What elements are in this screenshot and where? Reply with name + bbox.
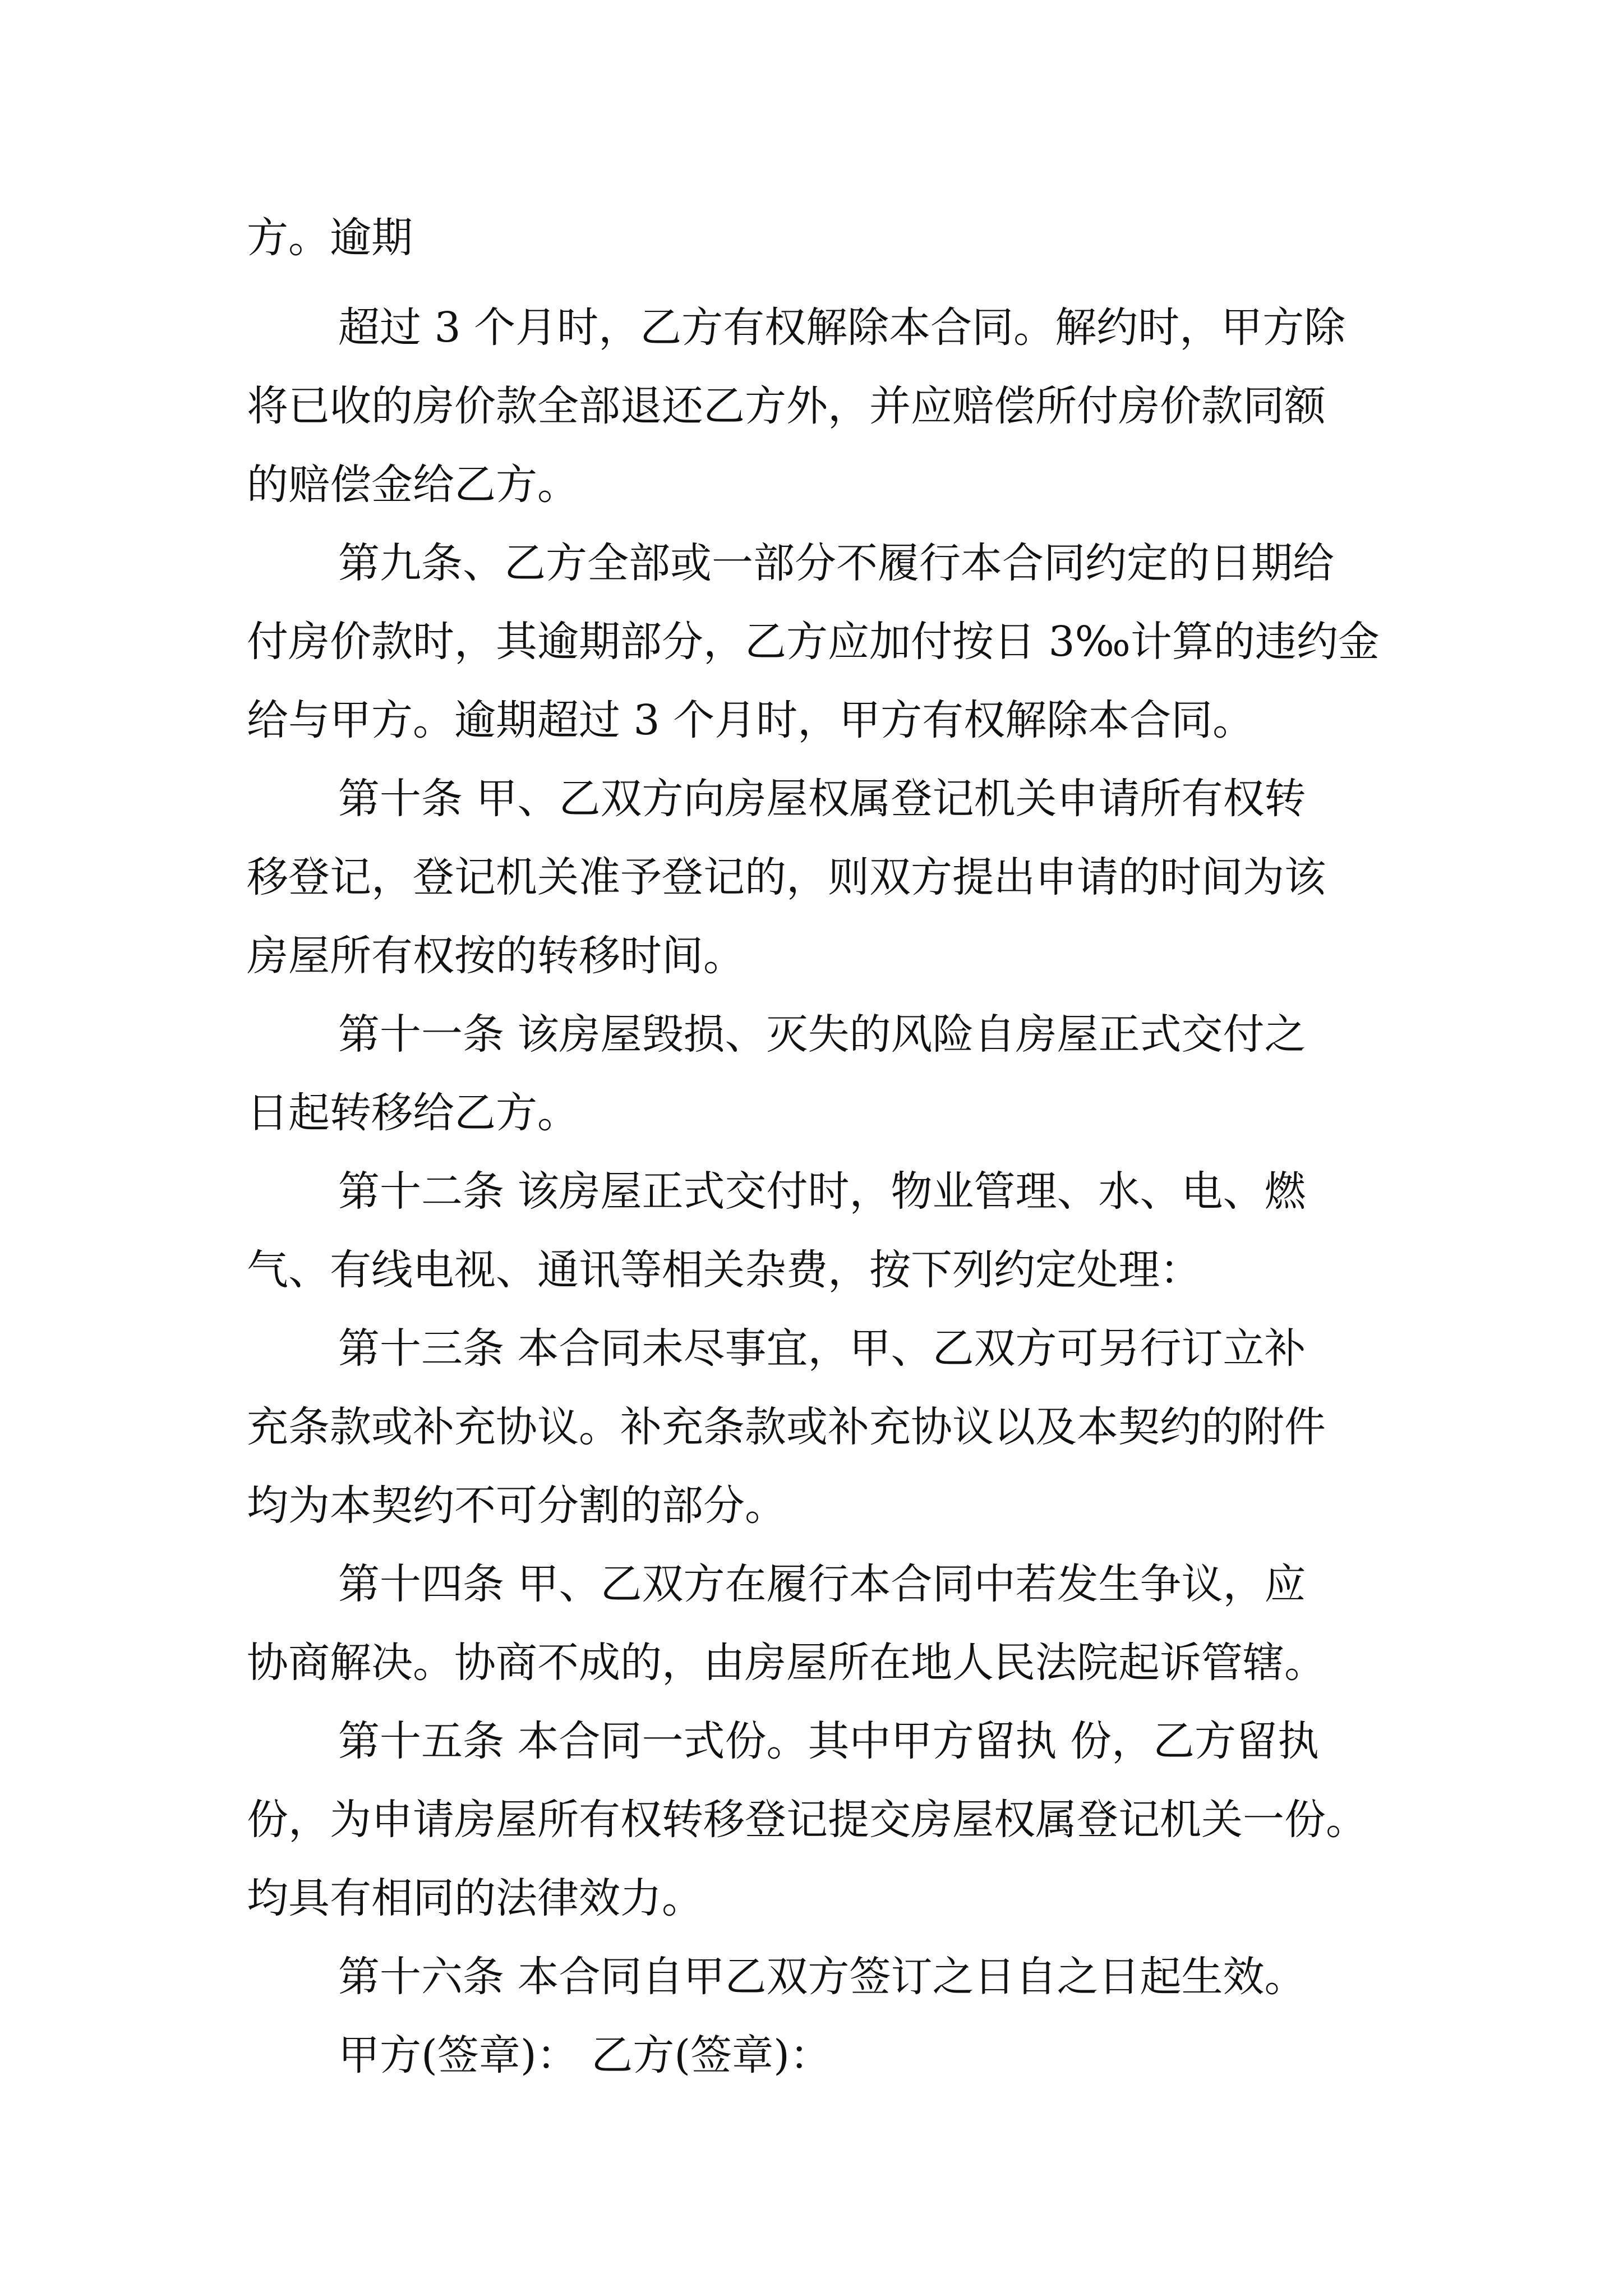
text-line-20: 第十五条 本合同一式份。其中甲方留执 份，乙方留执: [338, 1717, 1320, 1765]
text-line-7: 给与甲方。逾期超过 3 个月时，甲方有权解除本合同。: [247, 696, 1255, 744]
text-line-14: 气、有线电视、通讯等相关杂费，按下列约定处理：: [247, 1246, 1201, 1294]
text-line-10: 房屋所有权按的转移时间。: [247, 932, 745, 980]
text-line-22: 均具有相同的法律效力。: [247, 1874, 703, 1922]
text-line-6: 付房价款时，其逾期部分，乙方应加付按日 3‰计算的违约金: [247, 618, 1380, 666]
text-line-4: 的赔偿金给乙方。: [247, 461, 579, 509]
text-line-17: 均为本契约不可分割的部分。: [247, 1481, 786, 1530]
text-line-11: 第十一条 该房屋毁损、灭失的风险自房屋正式交付之: [338, 1010, 1306, 1059]
text-line-8: 第十条 甲、乙双方向房屋权属登记机关申请所有权转: [338, 775, 1306, 823]
text-line-9: 移登记，登记机关准予登记的，则双方提出申请的时间为该: [247, 853, 1326, 901]
text-line-3: 将已收的房价款全部退还乙方外，并应赔偿所付房价款同额: [247, 382, 1326, 430]
text-line-16: 充条款或补充协议。补充条款或补充协议以及本契约的附件: [247, 1403, 1326, 1451]
text-line-15: 第十三条 本合同未尽事宜，甲、乙双方可另行订立补: [338, 1324, 1306, 1373]
signature-line: 甲方(签章)： 乙方(签章)：: [338, 2031, 832, 2079]
text-line-1: 方。逾期: [247, 214, 413, 262]
text-line-21: 份，为申请房屋所有权转移登记提交房屋权属登记机关一份。: [247, 1796, 1367, 1844]
text-line-2: 超过 3 个月时，乙方有权解除本合同。解约时，甲方除: [338, 303, 1346, 352]
text-line-23: 第十六条 本合同自甲乙双方签订之日自之日起生效。: [338, 1953, 1306, 2001]
text-line-18: 第十四条 甲、乙双方在履行本合同中若发生争议，应: [338, 1560, 1306, 1608]
text-line-13: 第十二条 该房屋正式交付时，物业管理、水、电、燃: [338, 1167, 1306, 1216]
text-line-12: 日起转移给乙方。: [247, 1089, 579, 1137]
text-line-5: 第九条、乙方全部或一部分不履行本合同约定的日期给: [338, 539, 1334, 587]
text-line-19: 协商解决。协商不成的，由房屋所在地人民法院起诉管辖。: [247, 1639, 1326, 1687]
